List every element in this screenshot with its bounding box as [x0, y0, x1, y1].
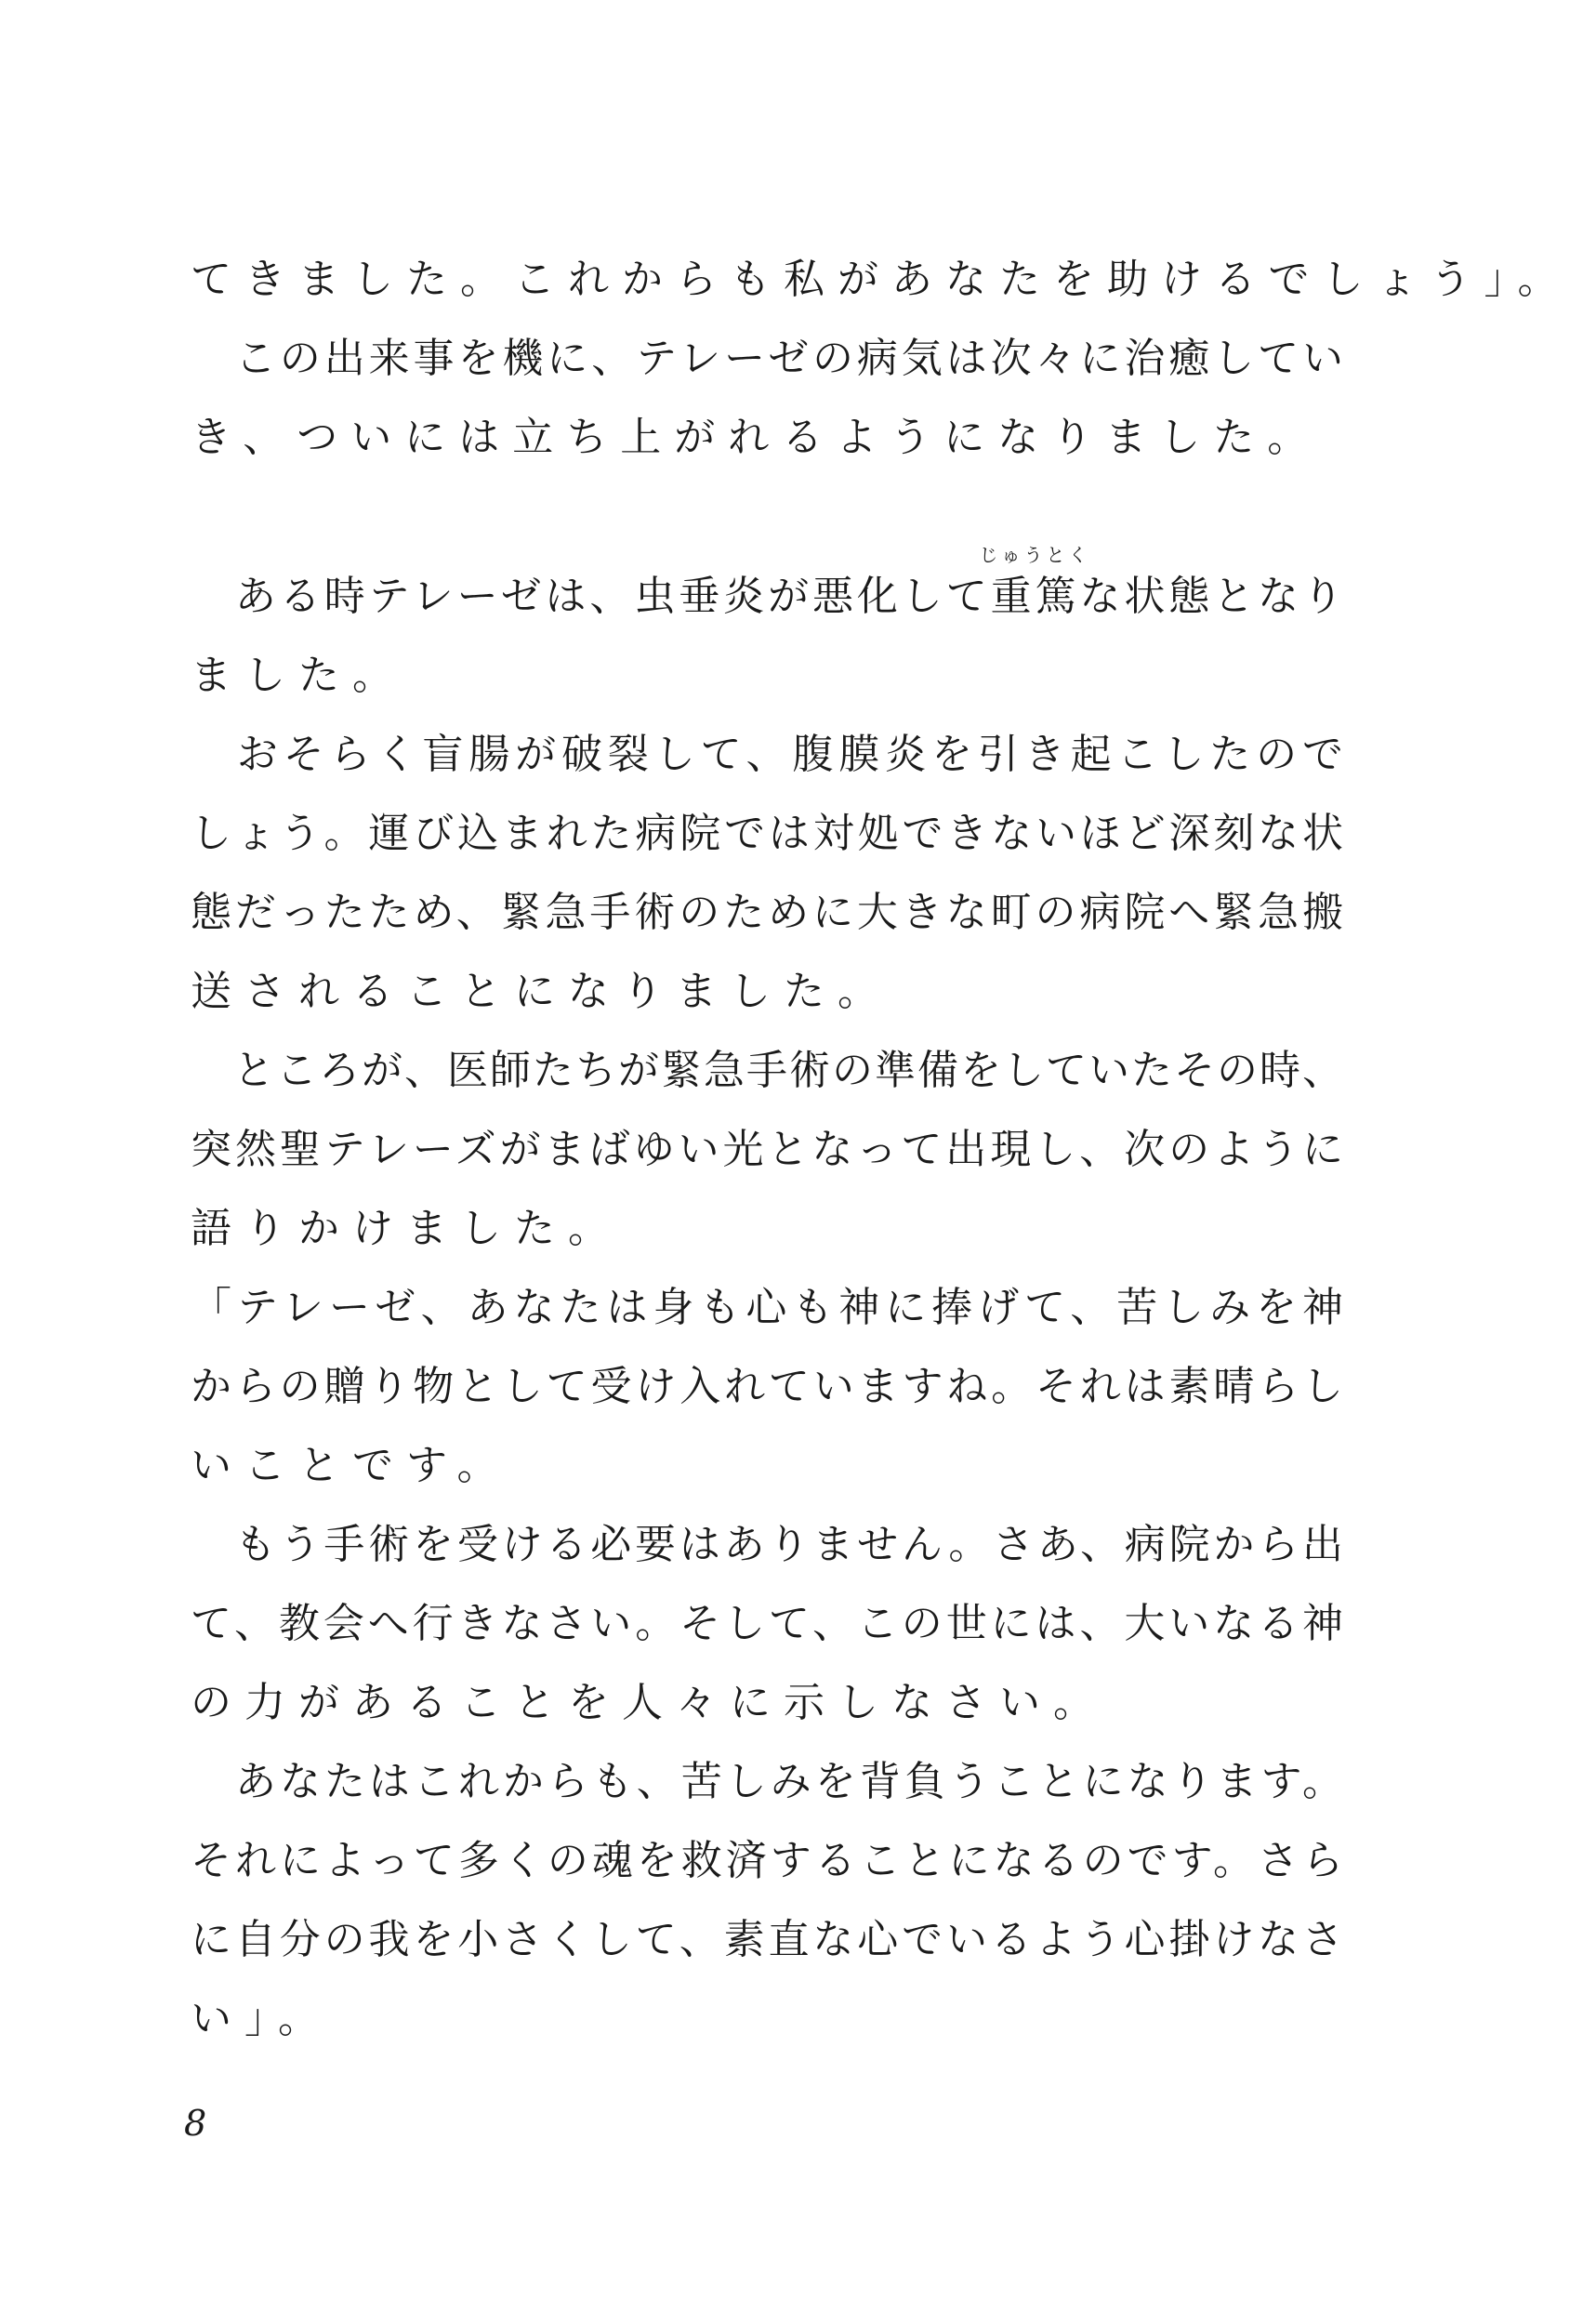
text-line: あなたはこれからも、苦しみを背負うことになります。 — [191, 1758, 1343, 1805]
text-line: き、ついには立ち上がれるようになりました。 — [191, 414, 1322, 461]
text-run: ある時テレーゼは、虫垂炎が悪化して — [191, 573, 991, 620]
text-line: に自分の我を小さくして、素直な心でいるよう心掛けなさ — [191, 1916, 1343, 1963]
text-line: いことです。 — [191, 1442, 511, 1489]
text-line: もう手術を受ける必要はありません。さあ、病院から出 — [191, 1521, 1343, 1568]
text-line: い」。 — [191, 1995, 332, 2042]
text-line: の力があることを人々に示しなさい。 — [191, 1679, 1107, 1726]
page-number: 8 — [184, 2103, 207, 2144]
text-line: 突然聖テレーズがまばゆい光となって出現し、次のように — [191, 1126, 1343, 1173]
text-line: 送されることになりました。 — [191, 968, 891, 1015]
text-line: 態だったため、緊急手術のために大きな町の病院へ緊急搬 — [191, 889, 1343, 936]
text-line: ました。 — [191, 652, 406, 699]
text-line: 「テレーゼ、あなたは身も心も神に捧げて、苦しみを神 — [191, 1284, 1343, 1331]
text-line: て、教会へ行きなさい。そして、この世には、大いなる神 — [191, 1600, 1343, 1647]
ruby-base-text — [979, 544, 1091, 620]
ruby-annotation: じゅうとく — [979, 544, 1091, 566]
text-line: しょう。運び込まれた病院では対処できないほど深刻な状 — [191, 810, 1343, 857]
text-line: てきました。これからも私があなたを助けるでしょう」。 — [191, 256, 1572, 303]
ruby-base-run: 重篤 — [990, 573, 1080, 620]
text-run: な状態となり — [1079, 573, 1344, 620]
text-line: この出来事を機に、テレーゼの病気は次々に治癒してい — [191, 335, 1343, 382]
text-line: おそらく盲腸が破裂して、腹膜炎を引き起こしたので — [191, 731, 1343, 778]
text-line-with-ruby — [191, 544, 1344, 625]
text-line: ところが、医師たちが緊急手術の準備をしていたその時、 — [191, 1047, 1343, 1094]
text-line: 語りかけました。 — [191, 1205, 622, 1252]
text-line: それによって多くの魂を救済することになるのです。さら — [191, 1837, 1343, 1884]
text-line: からの贈り物として受け入れていますね。それは素晴らし — [191, 1363, 1343, 1410]
